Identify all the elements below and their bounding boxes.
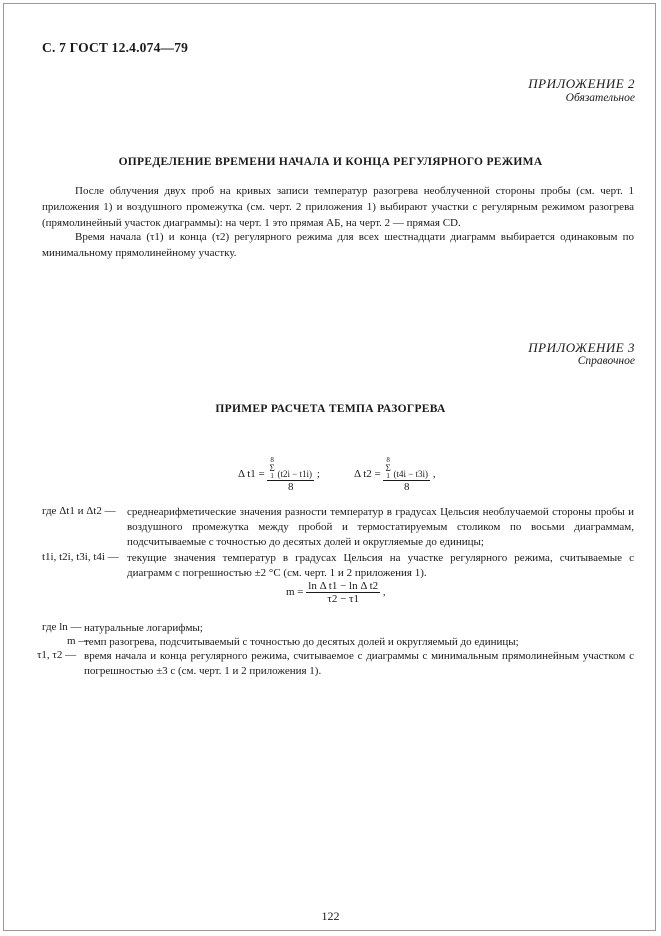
definition-1-text: среднеарифметические значения разности температур в градусах Цельсия необлучаемой стороны пробы и воздушного промежутка между пробой и термостатируемым столиком по восьми диаграммам, подсчитываемые с точностью до десятых долей и округляемые до единицы;: [127, 506, 634, 548]
formula-1-numerator: [267, 456, 314, 481]
section-1-paragraph-1: После облучения двух проб на кривых записи температур разогрева необлученной стороны пробы (см. черт. 1 приложения 1) и воздушного промежутка (см. черт. 2 приложения 1) выбирают участки с регулярным режимом разогрева (прямолинейный участок диаграммы): на черт. 1 это прямая АБ, на черт. 2 — прямая CD.: [42, 185, 634, 229]
formula-3-fraction: [306, 580, 380, 605]
definition-5-text: время начала и конца регулярного режима, считываемое с диаграммы с минимальным прямолинейным участком с погрешностью ±3 с (см. черт. 1 и 2 приложения 1).: [84, 650, 634, 677]
formula-3-lhs: m =: [286, 586, 304, 599]
formula-3-numerator: ln Δ t1 − ln Δ t2: [308, 580, 379, 592]
definition-4-term: m —: [67, 635, 90, 647]
formula-2-fraction: [383, 456, 430, 493]
formula-1-denominator: 8: [288, 481, 294, 493]
formula-1-sum: [269, 456, 274, 480]
appendix-2-title: ПРИЛОЖЕНИЕ 2: [528, 76, 635, 91]
page-header: С. 7 ГОСТ 12.4.074—79: [42, 40, 189, 55]
definition-2-text: текущие значения температур в градусах Цельсия на участке регулярного режима, считываемые с диаграмм с погрешностью ±2 °C (см. черт. 1 и 2 приложения 1).: [127, 552, 634, 579]
page-border: [3, 3, 656, 931]
formula-1-tail: ;: [316, 468, 320, 481]
formula-2-sum-sign: Σ: [385, 463, 391, 473]
definition-1-term: где Δt1 и Δt2 —: [42, 505, 116, 517]
formula-2-sum-term: (t4i − t3i): [393, 469, 429, 479]
formula-2-lhs: Δ t2 =: [354, 468, 381, 481]
appendix-2-subtitle: Обязательное: [565, 92, 635, 104]
appendix-3-subtitle: Справочное: [577, 355, 635, 367]
formula-1-fraction: [267, 456, 314, 493]
formula-1-sum-upper: 8: [270, 456, 274, 464]
definition-2-term: t1i, t2i, t3i, t4i —: [42, 551, 119, 563]
section-2-title: ПРИМЕР РАСЧЕТА ТЕМПА РАЗОГРЕВА: [215, 403, 446, 415]
formula-2-denominator: 8: [404, 481, 410, 493]
formula-3-denominator: τ2 − τ1: [327, 593, 359, 605]
section-1-title: ОПРЕДЕЛЕНИЕ ВРЕМЕНИ НАЧАЛА И КОНЦА РЕГУЛЯРНОГО РЕЖИМА: [118, 156, 543, 168]
appendix-3-title: ПРИЛОЖЕНИЕ 3: [528, 340, 635, 355]
formula-2-sum-upper: 8: [386, 456, 390, 464]
formula-delta-t1: [238, 456, 320, 493]
formula-2-numerator: [383, 456, 430, 481]
formula-2-tail: ,: [432, 468, 436, 481]
formula-delta-t2: [354, 456, 436, 493]
formula-2-sum: [385, 456, 390, 480]
formula-m: [286, 580, 386, 605]
section-1-paragraph-2: Время начала (τ1) и конца (τ2) регулярного режима для всех шестнадцати диаграмм выбирается одинаковым по минимальному прямолинейному участку.: [42, 231, 634, 259]
formula-3-tail: ,: [382, 586, 386, 599]
formula-2-sum-lower: 1: [386, 472, 390, 480]
formula-1-sum-sign: Σ: [269, 463, 275, 473]
formula-1-sum-lower: 1: [270, 472, 274, 480]
page-number: 122: [321, 909, 340, 923]
definition-3-text: натуральные логарифмы;: [84, 622, 203, 634]
definition-3-term: где ln —: [42, 621, 82, 633]
definition-4-text: темп разогрева, подсчитываемый с точностью до десятых долей и округляемый до единицы;: [84, 636, 519, 648]
definition-5-term: τ1, τ2 —: [37, 649, 77, 661]
formula-1-sum-term: (t2i − t1i): [277, 469, 313, 479]
formula-1-lhs: Δ t1 =: [238, 468, 265, 481]
